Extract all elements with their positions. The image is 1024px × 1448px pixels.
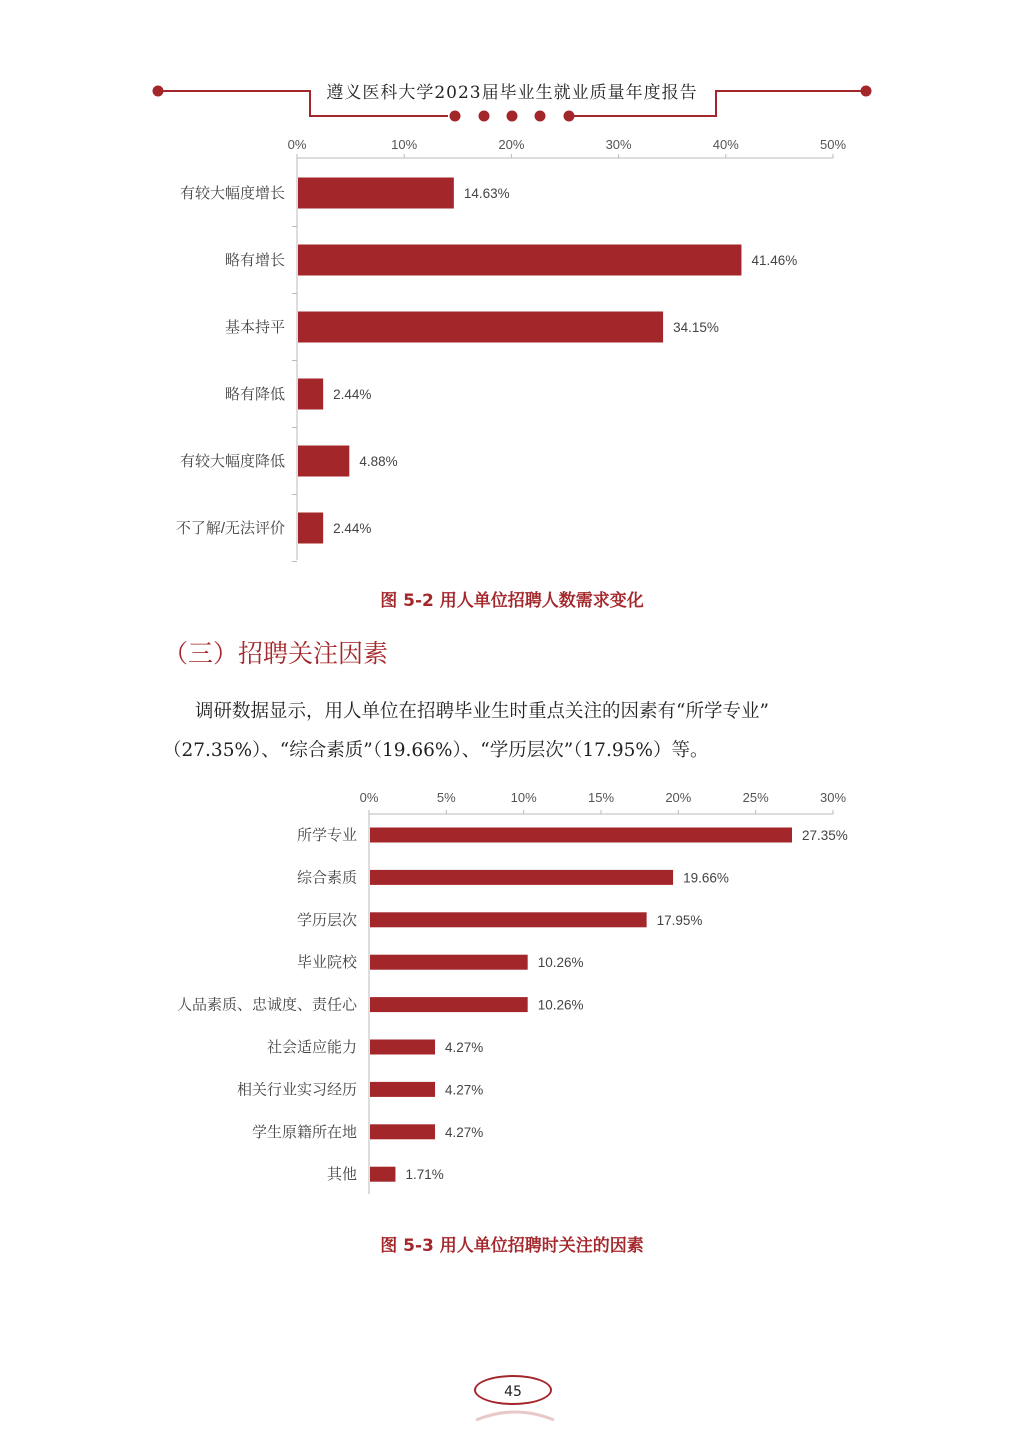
footer-swoosh bbox=[470, 1404, 560, 1424]
category-label: 所学专业 bbox=[296, 827, 357, 844]
data-label: 34.15% bbox=[673, 320, 719, 335]
category-label: 综合素质 bbox=[296, 869, 357, 887]
bar bbox=[298, 178, 454, 209]
figure-caption-5-2: 图 5-2 用人单位招聘人数需求变化 bbox=[380, 591, 644, 611]
x-tick-label: 30% bbox=[819, 790, 847, 805]
data-label: 2.44% bbox=[333, 521, 372, 536]
x-tick-label: 10% bbox=[391, 137, 418, 152]
x-tick-label: 0% bbox=[359, 790, 379, 805]
data-label: 2.44% bbox=[333, 387, 372, 402]
category-label: 毕业院校 bbox=[296, 954, 357, 972]
data-label: 4.27% bbox=[445, 1082, 484, 1098]
bar bbox=[298, 379, 323, 410]
bar bbox=[370, 1040, 435, 1055]
data-label: 1.71% bbox=[405, 1167, 444, 1183]
bar bbox=[370, 912, 647, 927]
category-label: 有较大幅度增长 bbox=[179, 185, 285, 202]
x-tick-label: 25% bbox=[742, 790, 769, 805]
x-tick-label: 5% bbox=[436, 790, 456, 805]
data-label: 41.46% bbox=[751, 253, 798, 268]
data-label: 4.27% bbox=[445, 1124, 484, 1140]
bar bbox=[370, 1082, 435, 1097]
x-tick-label: 40% bbox=[712, 137, 739, 152]
category-label: 学历层次 bbox=[296, 911, 357, 929]
bar bbox=[370, 997, 528, 1012]
header-title: 遵义医科大学2023届毕业生就业质量年度报告 bbox=[326, 83, 698, 103]
x-tick-label: 15% bbox=[587, 790, 615, 805]
bar bbox=[370, 955, 528, 970]
bar bbox=[370, 1167, 395, 1182]
data-label: 19.66% bbox=[683, 870, 729, 886]
category-label: 其他 bbox=[326, 1166, 357, 1184]
category-label: 略有增长 bbox=[224, 252, 285, 269]
category-label: 人品素质、忠诚度、责任心 bbox=[176, 996, 357, 1014]
category-label: 社会适应能力 bbox=[266, 1039, 357, 1056]
x-tick-label: 10% bbox=[510, 790, 537, 805]
category-label: 基本持平 bbox=[224, 319, 285, 336]
paragraph-line-2: （27.35%）、“综合素质”（19.66%）、“学历层次”（17.95%）等。 bbox=[163, 740, 709, 761]
category-label: 学生原籍所在地 bbox=[251, 1123, 357, 1141]
category-label: 不了解/无法评价 bbox=[175, 520, 285, 537]
bar bbox=[298, 245, 741, 276]
bar bbox=[370, 870, 673, 885]
data-label: 14.63% bbox=[463, 186, 510, 201]
section-heading: （三）招聘关注因素 bbox=[163, 639, 389, 668]
x-tick-label: 0% bbox=[287, 137, 307, 152]
category-label: 略有降低 bbox=[224, 386, 285, 403]
x-tick-label: 20% bbox=[665, 790, 692, 805]
data-label: 10.26% bbox=[537, 955, 584, 971]
category-label: 有较大幅度降低 bbox=[179, 453, 285, 470]
x-tick-label: 50% bbox=[819, 137, 847, 152]
paragraph-line-1: 调研数据显示，用人单位在招聘毕业生时重点关注的因素有“所学专业” bbox=[195, 701, 769, 722]
x-tick-label: 20% bbox=[498, 137, 525, 152]
figure-caption-5-3: 图 5-3 用人单位招聘时关注的因素 bbox=[380, 1236, 644, 1256]
bar bbox=[298, 312, 663, 343]
bar bbox=[298, 513, 323, 544]
data-label: 27.35% bbox=[802, 828, 848, 843]
data-label: 10.26% bbox=[537, 997, 584, 1013]
bar bbox=[370, 828, 792, 843]
data-label: 17.95% bbox=[656, 912, 703, 928]
bar bbox=[370, 1124, 435, 1139]
bar bbox=[298, 446, 349, 477]
chart-recruitment-demand-change bbox=[0, 130, 1024, 580]
chart-recruitment-factors bbox=[0, 780, 1024, 1210]
data-label: 4.27% bbox=[445, 1040, 484, 1055]
x-tick-label: 30% bbox=[605, 137, 632, 152]
header-decoration bbox=[0, 0, 1024, 130]
page-number: 45 bbox=[474, 1375, 552, 1405]
data-label: 4.88% bbox=[359, 454, 398, 469]
category-label: 相关行业实习经历 bbox=[236, 1081, 357, 1099]
